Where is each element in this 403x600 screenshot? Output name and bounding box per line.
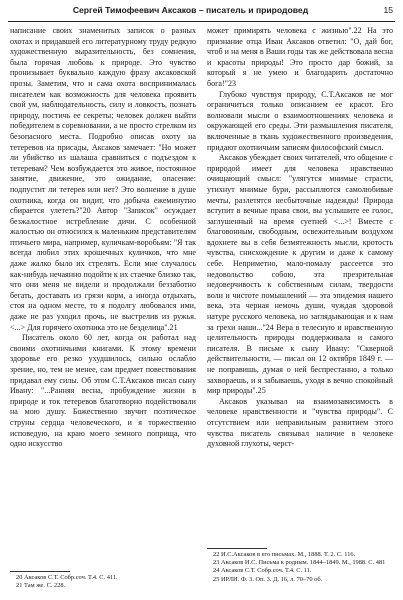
footnote: 20 Аксаков С.Т. Собр.соч. Т.4. С. 411. — [16, 574, 118, 581]
footnote-rule-right — [207, 548, 267, 549]
body-paragraph: Писатель около 60 лет, когда он работал над своими охотничьими книгами. К этому времени здоровье его резко ухудшилось, сильно ослабло зрение, но, тем не менее, сам предмет повествования придавал ему силы. Об этом С.Т.Аксаков писал сыну Ивану: "...Ранняя весна, пробуждение жизни в природе и ток тетеревов благотворно подействовали на мою душу. Божественно звучит поэтическое струны сердца человеческого, и я торжественно исповедую, на краю моего земного поприща, что одно искусство — [10, 333, 196, 449]
page-number: 15 — [383, 5, 393, 15]
body-paragraph: написание своих знаменитых записок о разных охотах и придавшей его литературному труду редкую художественную выразительность, без сомнения, была горячая любовь к природе. Это чувство пронизывает буквально каждую фразу аксаковской прозы. Заметим, что и сама охота воспринималась писателем как возможность для человека проявить свой ум, наблюдательность, силу и ловкость, познать природу, постичь ее секреты; человек должен выйти победителем в соревновании, а не просто стрелком из безопасного места. Подробно описав охоту на тетеревов на присады, Аксаков замечает: "Но может ли убийство из шалаша сравниться с подъездом к тетеревам? Чем возбуждается это живое, постоянное занятие, движение, это ожидание, опасение: подпустит ли тетерев или нет? Это волнение в душе охотника, когда он видит, что добыча ежеминутно сбирается улететь?"20 Автор "Записок" осуждает безжалостное истребление дичи. С особенной жалостью он относился к маленьким представителям птичьего мира, например, куличкам-воробьям: "Я так всегда любил этих крошечных куличков, что мне даже жалко было их стрелять. Если мне случалось как-нибудь нечаянно подойти к их стаечке близко так, что они меня не видели и продолжали беззаботно бегать, доставать из грязи корм, а иногда отдыхать, стоя на одном месте, то я подолгу любовался ими, даже не раз уходил прочь, не выстрелив из ружья. <...> Для горячего охотника это не безделица".21 — [10, 26, 196, 332]
footnote-rule-left — [10, 571, 70, 572]
footnote: 23 Аксаков И.С. Письма к родным. 1844–1849. М., 1988. С. 481 — [213, 559, 386, 567]
footnote: 21 Там же. С. 228. — [16, 582, 66, 590]
header-rule — [8, 21, 395, 22]
left-column — [10, 26, 196, 450]
footnote: 24 Аксаков С.Т. Собр.соч. Т.4. С. 11. — [213, 567, 312, 575]
body-paragraph: может примирять человека с жизнью".22 На это признание отца Иван Аксаков ответил: "О, дай бог, чтоб и на меня в Ваши годы так же действовала весна и красоты природы! Это просто дар божий, за который я не умею и благодарить достаточно бога!"23 — [207, 26, 393, 88]
running-title: Сергей Тимофеевич Аксаков – писатель и природовед — [72, 5, 309, 15]
footnote: 22 И.С.Аксаков в его письмах. М., 1888. Т. 2. С. 116. — [213, 551, 356, 558]
body-paragraph: Аксаков указывал на взаимозависимость в человеке нравственности и "чувства природы". С отсутствием или неправильным развитием этого чувства писатель связывал наличие в человеке духовной глухоты, черст- — [207, 396, 393, 449]
right-footnotes — [207, 551, 393, 584]
left-footnotes — [10, 574, 196, 590]
right-column — [207, 26, 393, 450]
body-paragraph: Глубоко чувствуя природу, С.Т.Аксаков не мог ограничиться только описанием ее красот. Его волновали мысли о взаимоотношениях человека и окружающей его среды. Эти размышления писателя, включенные в ткань художественного произведения, придают охотничьим записям философский смысл. — [207, 89, 393, 152]
body-paragraph: Аксаков убеждает своих читателей, что общение с природой имеет для человека нравственно очищающий смысл: "улягутся мнимые страсти, утихнут мнимые бури, рассыплются самолюбивые мечты, разлетятся несбыточные надежды! Природа вступит в вечные права свои, вы услышите ее голос, заглушенный на время суетней <...>! Вместе с благовонным, свободным, освежительным воздухом вдохнете вы в себя безмятежность мысли, кротость чувства, снисхождение к другим и даже к самому себе. Неприметно, мало-помалу рассеется это недовольство собою, эта презрительная недоверчивость к собственным силам, твердости воли и чистоте помышлений — эта эпидемия нашего века, эта черная немочь души, чуждая здоровой натуре русского человека, но заглядывающая и к нам за грехи наши..."24 Вера в телесную и нравственную целительность природы поддерживала и самого писателя. В письме к сыну Ивану: "Скверной действительности, — писал он 12 октября 1849 г. — не поправишь, думая о ней беспрестанно, а только захвораешь, и я забываешь, уходя в вечно спокойный мир природы".25 — [207, 153, 393, 396]
running-header — [8, 3, 395, 19]
footnote: 25 ИРЛИ. Ф. 3. Оп. 3. Д. 16, л. 70–70 об. — [213, 575, 323, 583]
